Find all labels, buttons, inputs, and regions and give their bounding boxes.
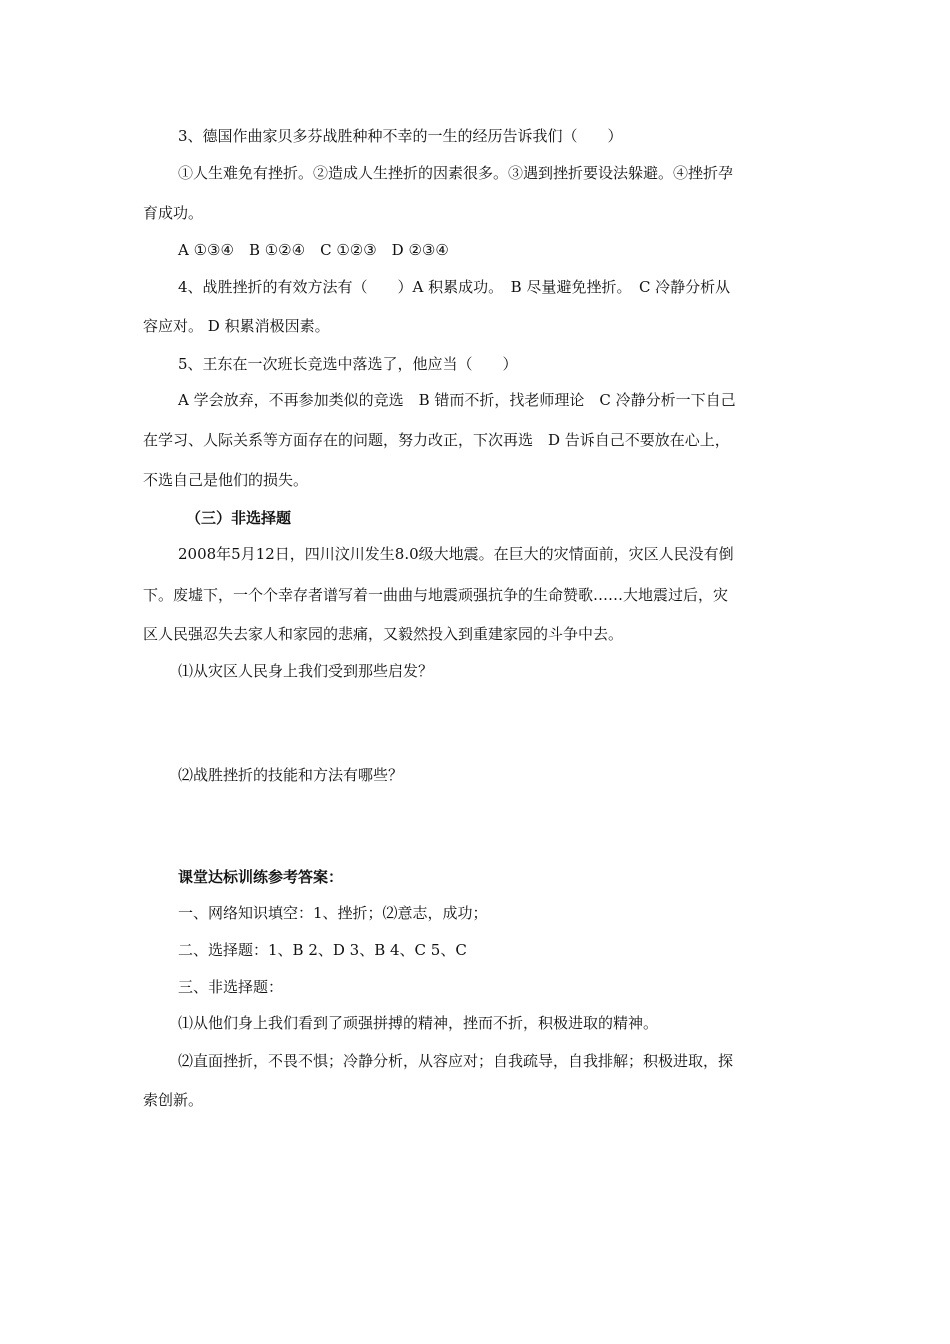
question-3-stem: 3、德国作曲家贝多芬战胜种种不幸的一生的经历告诉我们（ ） (178, 127, 623, 145)
section-3-heading: （三）非选择题 (186, 509, 292, 527)
section-3-paragraph-line-2: 下。废墟下，一个个幸存者谱写着一曲曲与地震顽强抗争的生命赞歌……大地震过后，灾 (143, 586, 729, 604)
question-5-line-1: A 学会放弃，不再参加类似的竞选 B 错而不折，找老师理论 C 冷静分析一下自己 (178, 391, 736, 409)
answers-answer-2-line-2: 索创新。 (143, 1091, 204, 1109)
question-3-options-line-2: 育成功。 (143, 204, 204, 222)
question-5-line-3: 不选自己是他们的损失。 (143, 471, 309, 489)
answers-part-1: 一、网络知识填空：1、挫折；⑵意志，成功； (178, 904, 488, 922)
answers-heading: 课堂达标训练参考答案： (178, 868, 344, 886)
question-4-line-1: 4、战胜挫折的有效方法有（ ）A 积累成功。 B 尽量避免挫折。 C 冷静分析从 (178, 278, 731, 296)
answers-answer-1: ⑴从他们身上我们看到了顽强拼搏的精神，挫而不折，积极进取的精神。 (178, 1014, 659, 1032)
question-3-options-line-1: ①人生难免有挫折。②造成人生挫折的因素很多。③遇到挫折要设法躲避。④挫折孕 (178, 164, 734, 182)
question-4-line-2: 容应对。 D 积累消极因素。 (143, 317, 330, 335)
section-3-paragraph-line-1: 2008年5月12日，四川汶川发生8.0级大地震。在巨大的灾情面前，灾区人民没有倒 (178, 545, 734, 563)
section-3-paragraph-line-3: 区人民强忍失去家人和家园的悲痛，又毅然投入到重建家园的斗争中去。 (143, 625, 624, 643)
answers-part-3: 三、非选择题： (178, 978, 284, 996)
answers-part-2: 二、选择题：1、B 2、D 3、B 4、C 5、C (178, 941, 467, 959)
question-5-line-2: 在学习、人际关系等方面存在的问题，努力改正，下次再选 D 告诉自己不要放在心上， (143, 431, 730, 449)
answers-answer-2-line-1: ⑵直面挫折，不畏不惧；冷静分析，从容应对；自我疏导，自我排解；积极进取，探 (178, 1052, 734, 1070)
question-5-stem: 5、王东在一次班长竞选中落选了，他应当（ ） (178, 355, 518, 373)
question-3-choices: A ①③④ B ①②④ C ①②③ D ②③④ (178, 241, 449, 259)
section-3-sub-question-1: ⑴从灾区人民身上我们受到那些启发？ (178, 662, 434, 680)
section-3-sub-question-2: ⑵战胜挫折的技能和方法有哪些？ (178, 766, 404, 784)
